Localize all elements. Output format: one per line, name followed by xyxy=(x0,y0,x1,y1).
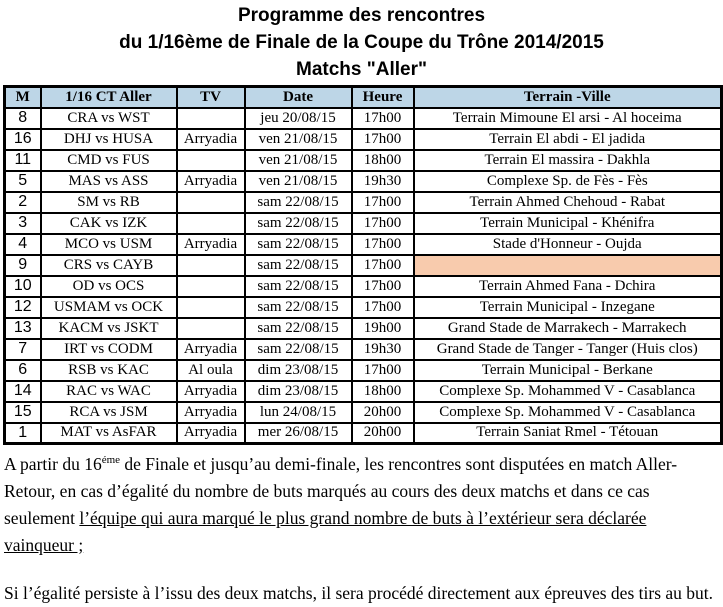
cell-heure: 17h00 xyxy=(352,234,414,255)
document-title xyxy=(0,0,723,83)
cell-date: ven 21/08/15 xyxy=(245,129,352,150)
cell-terrain: Terrain Saniat Rmel - Tétouan xyxy=(414,423,722,444)
cell-heure: 20h00 xyxy=(352,402,414,423)
cell-terrain: Complexe Sp. Mohammed V - Casablanca xyxy=(414,381,722,402)
cell-terrain: Terrain Municipal - Inzegane xyxy=(414,297,722,318)
cell-date: ven 21/08/15 xyxy=(245,171,352,192)
cell-tv: Arryadia xyxy=(177,234,245,255)
cell-tv: Arryadia xyxy=(177,129,245,150)
cell-tv xyxy=(177,108,245,129)
cell-terrain xyxy=(414,255,722,276)
cell-date: sam 22/08/15 xyxy=(245,276,352,297)
column-header-tv: TV xyxy=(177,87,245,108)
cell-terrain: Grand Stade de Tanger - Tanger (Huis clos) xyxy=(414,339,722,360)
title-line-2: du 1/16ème de Finale de la Coupe du Trône 2014/2015 xyxy=(119,32,604,53)
title-line-1: Programme des rencontres xyxy=(237,5,486,26)
cell-tv: Al oula xyxy=(177,360,245,381)
cell-m: 2 xyxy=(5,192,41,213)
notes-section xyxy=(4,451,719,607)
note-paragraph-2: Si l’égalité persiste à l’issu des deux matchs, il sera procédé directement aux épreuves des tirs au but. xyxy=(4,583,714,603)
table-row xyxy=(5,423,722,444)
cell-match: MCO vs USM xyxy=(41,234,177,255)
note1-underlined-text: l’équipe qui aura marqué le plus grand nombre de buts à l’extérieur sera déclarée vainqueur ; xyxy=(4,508,647,555)
cell-tv xyxy=(177,150,245,171)
cell-heure: 19h30 xyxy=(352,339,414,360)
note1-superscript: éme xyxy=(101,454,121,467)
cell-heure: 19h00 xyxy=(352,318,414,339)
table-row xyxy=(5,402,722,423)
cell-heure: 18h00 xyxy=(352,381,414,402)
cell-tv xyxy=(177,318,245,339)
cell-date: jeu 20/08/15 xyxy=(245,108,352,129)
table-row xyxy=(5,171,722,192)
cell-match: USMAM vs OCK xyxy=(41,297,177,318)
match-schedule-table xyxy=(3,85,723,445)
cell-m: 11 xyxy=(5,150,41,171)
note-paragraph-1 xyxy=(4,451,719,559)
cell-m: 6 xyxy=(5,360,41,381)
cell-match: SM vs RB xyxy=(41,192,177,213)
column-header-terrain: Terrain -Ville xyxy=(414,87,722,108)
cell-heure: 17h00 xyxy=(352,108,414,129)
table-row xyxy=(5,192,722,213)
cell-match: CMD vs FUS xyxy=(41,150,177,171)
cell-terrain: Terrain Mimoune El arsi - Al hoceima xyxy=(414,108,722,129)
cell-match: RSB vs KAC xyxy=(41,360,177,381)
cell-match: DHJ vs HUSA xyxy=(41,129,177,150)
cell-m: 14 xyxy=(5,381,41,402)
match-table-body xyxy=(5,108,722,444)
table-row xyxy=(5,234,722,255)
cell-heure: 17h00 xyxy=(352,129,414,150)
cell-m: 8 xyxy=(5,108,41,129)
table-row xyxy=(5,339,722,360)
cell-heure: 17h00 xyxy=(352,192,414,213)
cell-m: 3 xyxy=(5,213,41,234)
cell-match: CRS vs CAYB xyxy=(41,255,177,276)
cell-match: MAS vs ASS xyxy=(41,171,177,192)
cell-m: 10 xyxy=(5,276,41,297)
cell-heure: 17h00 xyxy=(352,297,414,318)
table-row xyxy=(5,213,722,234)
cell-match: CRA vs WST xyxy=(41,108,177,129)
table-row xyxy=(5,297,722,318)
cell-m: 4 xyxy=(5,234,41,255)
title-line-3: Matchs "Aller" xyxy=(296,59,427,80)
cell-date: sam 22/08/15 xyxy=(245,234,352,255)
cell-heure: 19h30 xyxy=(352,171,414,192)
cell-m: 12 xyxy=(5,297,41,318)
cell-match: KACM vs JSKT xyxy=(41,318,177,339)
table-header-row xyxy=(5,87,722,108)
cell-match: RAC vs WAC xyxy=(41,381,177,402)
cell-tv: Arryadia xyxy=(177,402,245,423)
table-row xyxy=(5,360,722,381)
table-row xyxy=(5,108,722,129)
cell-m: 7 xyxy=(5,339,41,360)
cell-tv: Arryadia xyxy=(177,381,245,402)
cell-m: 5 xyxy=(5,171,41,192)
column-header-heure: Heure xyxy=(352,87,414,108)
cell-heure: 20h00 xyxy=(352,423,414,444)
table-row xyxy=(5,129,722,150)
cell-date: dim 23/08/15 xyxy=(245,381,352,402)
note1-text-middle: de Finale et jusqu’au demi-finale, les rencontres sont disputées en match Aller-Retour, en cas d’égalité du nombre de buts marqués au cours des deux matchs et dans ce cas seulement xyxy=(4,454,678,528)
cell-tv xyxy=(177,276,245,297)
cell-date: mer 26/08/15 xyxy=(245,423,352,444)
cell-date: sam 22/08/15 xyxy=(245,255,352,276)
table-row xyxy=(5,255,722,276)
cell-terrain: Terrain El massira - Dakhla xyxy=(414,150,722,171)
cell-heure: 17h00 xyxy=(352,276,414,297)
cell-tv xyxy=(177,255,245,276)
cell-terrain: Stade d'Honneur - Oujda xyxy=(414,234,722,255)
cell-m: 15 xyxy=(5,402,41,423)
cell-terrain: Terrain El abdi - El jadida xyxy=(414,129,722,150)
cell-terrain: Terrain Ahmed Fana - Dchira xyxy=(414,276,722,297)
cell-heure: 17h00 xyxy=(352,360,414,381)
cell-tv xyxy=(177,192,245,213)
cell-terrain: Complexe Sp. Mohammed V - Casablanca xyxy=(414,402,722,423)
cell-date: sam 22/08/15 xyxy=(245,192,352,213)
cell-date: lun 24/08/15 xyxy=(245,402,352,423)
cell-heure: 17h00 xyxy=(352,213,414,234)
cell-date: sam 22/08/15 xyxy=(245,213,352,234)
cell-m: 16 xyxy=(5,129,41,150)
table-row xyxy=(5,318,722,339)
cell-match: CAK vs IZK xyxy=(41,213,177,234)
cell-terrain: Grand Stade de Marrakech - Marrakech xyxy=(414,318,722,339)
cell-heure: 18h00 xyxy=(352,150,414,171)
column-header-m: M xyxy=(5,87,41,108)
cell-match: MAT vs AsFAR xyxy=(41,423,177,444)
cell-tv: Arryadia xyxy=(177,171,245,192)
cell-terrain: Terrain Ahmed Chehoud - Rabat xyxy=(414,192,722,213)
column-header-date: Date xyxy=(245,87,352,108)
cell-tv xyxy=(177,213,245,234)
cell-m: 13 xyxy=(5,318,41,339)
column-header-match: 1/16 CT Aller xyxy=(41,87,177,108)
table-row xyxy=(5,276,722,297)
cell-heure: 17h00 xyxy=(352,255,414,276)
cell-terrain: Complexe Sp. de Fès - Fès xyxy=(414,171,722,192)
cell-date: dim 23/08/15 xyxy=(245,360,352,381)
cell-tv xyxy=(177,297,245,318)
cell-tv: Arryadia xyxy=(177,423,245,444)
cell-terrain: Terrain Municipal - Berkane xyxy=(414,360,722,381)
cell-terrain: Terrain Municipal - Khénifra xyxy=(414,213,722,234)
cell-match: OD vs OCS xyxy=(41,276,177,297)
cell-date: ven 21/08/15 xyxy=(245,150,352,171)
note1-text-start: A partir du 16 xyxy=(4,454,102,474)
cell-m: 1 xyxy=(5,423,41,444)
cell-date: sam 22/08/15 xyxy=(245,318,352,339)
table-row xyxy=(5,150,722,171)
cell-m: 9 xyxy=(5,255,41,276)
table-row xyxy=(5,381,722,402)
cell-match: IRT vs CODM xyxy=(41,339,177,360)
cell-date: sam 22/08/15 xyxy=(245,339,352,360)
cell-date: sam 22/08/15 xyxy=(245,297,352,318)
cell-match: RCA vs JSM xyxy=(41,402,177,423)
cell-tv: Arryadia xyxy=(177,339,245,360)
